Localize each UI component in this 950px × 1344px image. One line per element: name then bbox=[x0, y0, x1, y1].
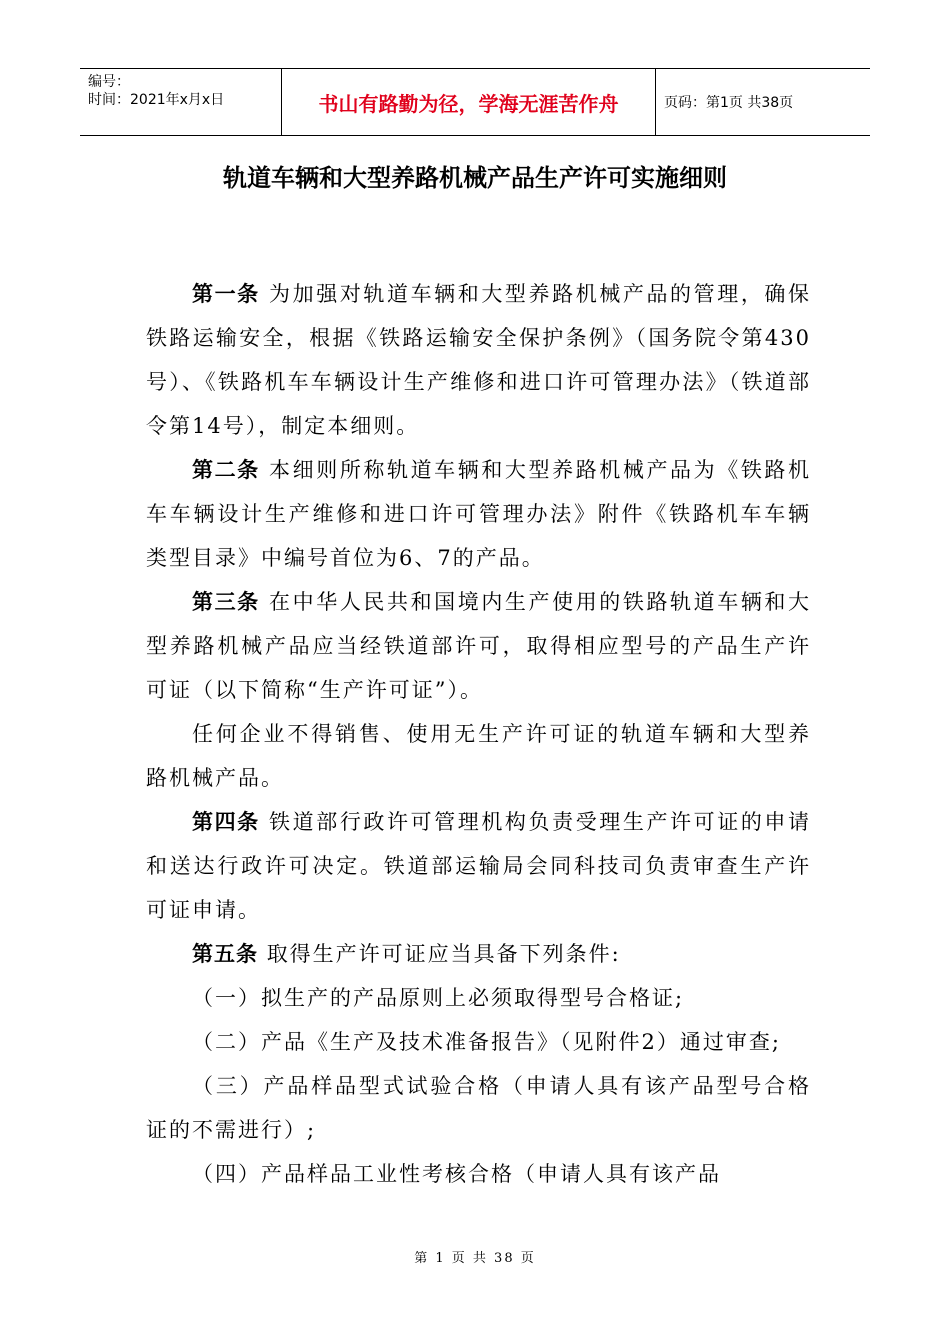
list-item-text: （一）拟生产的产品原则上必须取得型号合格证; bbox=[192, 986, 685, 1010]
article-text: 本细则所称轨道车辆和大型养路机械产品为《铁路机车车辆设计生产维修和进口许可管理办法》附件《铁路机车车辆类型目录》中编号首位为6、7的产品。 bbox=[146, 458, 812, 570]
document-body bbox=[146, 272, 811, 1196]
article-text: 任何企业不得销售、使用无生产许可证的轨道车辆和大型养路机械产品。 bbox=[146, 722, 811, 790]
header-meta bbox=[80, 69, 282, 135]
article-text: 铁道部行政许可管理机构负责受理生产许可证的申请和送达行政许可决定。铁道部运输局会同科技司负责审查生产许可证申请。 bbox=[146, 810, 812, 922]
header-motto: 书山有路勤为径，学海无涯苦作舟 bbox=[282, 69, 656, 135]
article-text: 为加强对轨道车辆和大型养路机械产品的管理，确保铁路运输安全，根据《铁路运输安全保护条例》（国务院令第430号）、《铁路机车车辆设计生产维修和进口许可管理办法》（铁道部令第14号），制定本细则。 bbox=[146, 282, 812, 438]
article-paragraph bbox=[146, 272, 811, 448]
article-label: 第三条 bbox=[192, 590, 260, 614]
header-page-info: 页码：第1页 共38页 bbox=[664, 95, 794, 111]
list-item bbox=[146, 1064, 811, 1152]
document-date: 时间：2021年x月x日 bbox=[88, 92, 225, 108]
list-item bbox=[146, 976, 811, 1020]
list-item-text: （三）产品样品型式试验合格（申请人具有该产品型号合格证的不需进行）; bbox=[146, 1074, 811, 1142]
article-label: 第五条 bbox=[192, 942, 258, 966]
article-paragraph bbox=[146, 580, 811, 712]
document-number-label: 编号： bbox=[88, 74, 130, 90]
list-item-text: （二）产品《生产及技术准备报告》（见附件2）通过审查; bbox=[192, 1030, 781, 1054]
article-text: 取得生产许可证应当具备下列条件: bbox=[266, 942, 621, 966]
page-footer: 第 1 页 共 38 页 bbox=[414, 1251, 536, 1266]
list-item bbox=[146, 1152, 811, 1196]
article-label: 第四条 bbox=[192, 810, 260, 834]
article-paragraph bbox=[146, 932, 811, 976]
article-label: 第二条 bbox=[192, 458, 260, 482]
article-text: 在中华人民共和国境内生产使用的铁路轨道车辆和大型养路机械产品应当经铁道部许可，取得相应型号的产品生产许可证（以下简称“生产许可证”）。 bbox=[146, 590, 812, 702]
header-table bbox=[80, 68, 870, 136]
list-item-text: （四）产品样品工业性考核合格（申请人具有该产品 bbox=[192, 1162, 721, 1186]
article-paragraph bbox=[146, 712, 811, 800]
document-title: 轨道车辆和大型养路机械产品生产许可实施细则 bbox=[223, 164, 727, 192]
list-item bbox=[146, 1020, 811, 1064]
article-label: 第一条 bbox=[192, 282, 260, 306]
article-paragraph bbox=[146, 448, 811, 580]
article-paragraph bbox=[146, 800, 811, 932]
